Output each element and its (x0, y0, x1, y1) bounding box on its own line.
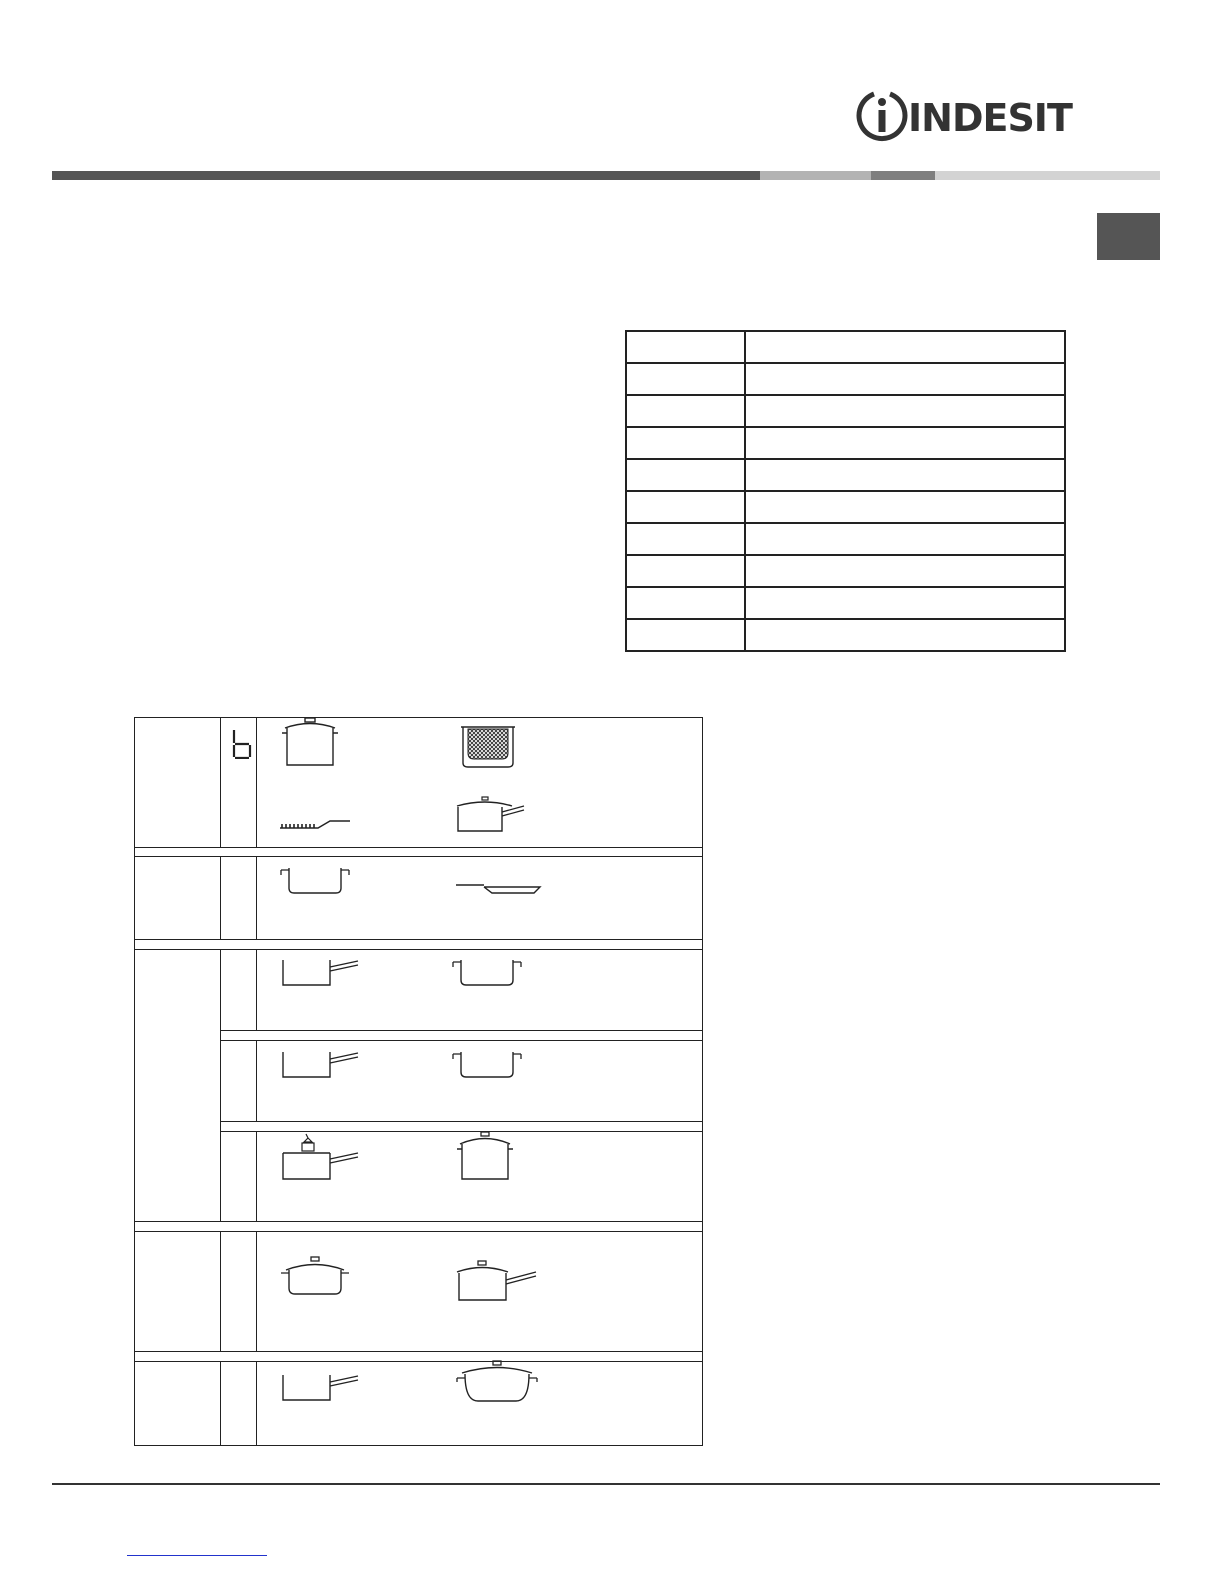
casserole-with-lid-icon (456, 1360, 540, 1406)
settings-table-row (626, 459, 1065, 491)
settings-table-value-cell (745, 395, 1065, 427)
saucepan-with-lid-icon (454, 1260, 540, 1304)
footer-link[interactable] (127, 1555, 267, 1556)
pressure-cooker-icon (280, 1133, 362, 1183)
settings-table-key-cell (626, 555, 745, 587)
settings-table-key-cell (626, 491, 745, 523)
stockpot-with-lid-icon (454, 1131, 518, 1183)
settings-table-row (626, 363, 1065, 395)
settings-table-value-cell (745, 459, 1065, 491)
settings-table-row (626, 523, 1065, 555)
settings-table-value-cell (745, 491, 1065, 523)
settings-table-key-cell (626, 427, 745, 459)
settings-table-value-cell (745, 587, 1065, 619)
casserole-icon (452, 1050, 524, 1080)
row-divider (220, 1121, 702, 1122)
row-divider (135, 1361, 702, 1362)
settings-table-key-cell (626, 459, 745, 491)
frying-pan-icon (454, 882, 544, 896)
casserole-icon (280, 866, 352, 896)
cookware-table (134, 717, 703, 1446)
settings-table-row (626, 427, 1065, 459)
saucepan-icon (280, 1047, 362, 1081)
row-divider (220, 1030, 702, 1031)
settings-table-row (626, 587, 1065, 619)
settings-table (625, 330, 1066, 652)
language-tab[interactable] (1097, 213, 1160, 260)
casserole-with-lid-icon (280, 1256, 352, 1298)
fryer-basket-icon (458, 725, 518, 770)
header-bar-accent (871, 171, 935, 180)
settings-table-key-cell (626, 395, 745, 427)
settings-table-value-cell (745, 523, 1065, 555)
settings-table-value-cell (745, 363, 1065, 395)
display-glyph-icon (231, 729, 253, 759)
row-divider (135, 1231, 702, 1232)
saucepan-with-lid-icon (452, 796, 527, 834)
settings-table-key-cell (626, 523, 745, 555)
settings-table-value-cell (745, 331, 1065, 363)
settings-table-value-cell (745, 619, 1065, 651)
settings-table-row (626, 395, 1065, 427)
grill-pan-icon (278, 815, 353, 835)
casserole-icon (452, 958, 524, 988)
settings-table-key-cell (626, 587, 745, 619)
saucepan-icon (280, 955, 362, 989)
settings-table-value-cell (745, 427, 1065, 459)
column-divider (220, 718, 221, 1445)
footer-rule (52, 1483, 1160, 1485)
header-bar-dark (52, 171, 760, 180)
indesit-logo-icon (852, 88, 912, 146)
settings-table-value-cell (745, 555, 1065, 587)
settings-table-row (626, 491, 1065, 523)
row-divider (220, 1040, 702, 1041)
settings-table-row (626, 555, 1065, 587)
settings-table-row (626, 619, 1065, 651)
settings-table-key-cell (626, 619, 745, 651)
row-divider (135, 856, 702, 857)
brand-name: INDESIT (908, 96, 1072, 140)
header-bar-light (935, 171, 1160, 180)
settings-table-row (626, 331, 1065, 363)
settings-table-key-cell (626, 331, 745, 363)
row-divider (135, 949, 702, 950)
settings-table-key-cell (626, 363, 745, 395)
saucepan-icon (280, 1370, 362, 1404)
header-bar-mid (760, 171, 871, 180)
column-divider (256, 718, 257, 1445)
stockpot-with-lid-icon (280, 717, 340, 769)
